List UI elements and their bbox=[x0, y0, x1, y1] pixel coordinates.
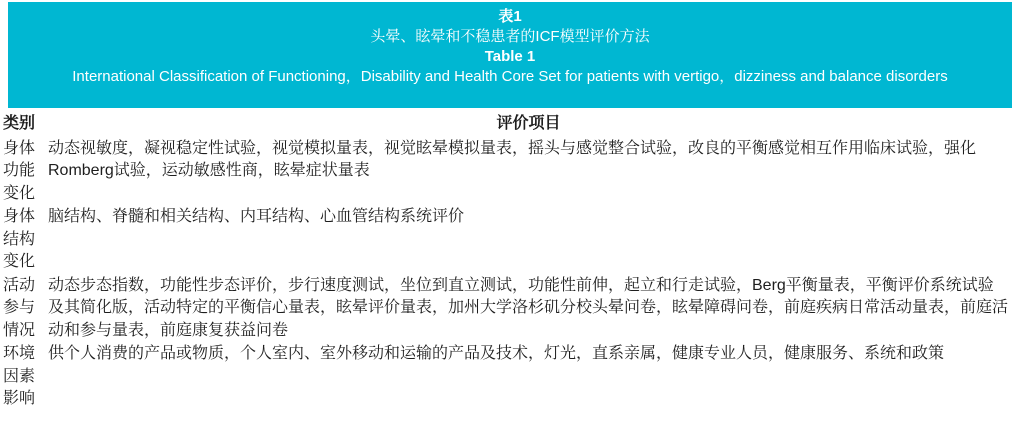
row-items: 动态视敏度，凝视稳定性试验，视觉模拟量表，视觉眩晕模拟量表，摇头与感觉整合试验，改良的平衡感觉相互作用临床试验，强化Romberg试验，运动敏感性商，眩晕症状量表 bbox=[48, 139, 977, 179]
table-row-body-structure bbox=[3, 205, 1009, 274]
row-category: 身体结构变化 bbox=[3, 208, 36, 270]
table-title-zh: 头晕、眩晕和不稳患者的ICF模型评价方法 bbox=[370, 28, 650, 45]
icf-core-set-table bbox=[3, 111, 1009, 411]
table-row-environment-factors bbox=[3, 342, 1009, 411]
row-items: 动态步态指数，功能性步态评价，步行速度测试，坐位到直立测试，功能性前伸，起立和行走试验，Berg平衡量表，平衡评价系统试验及其简化版，活动特定的平衡信心量表，眩晕评价量表，加州大学洛杉矶分校头晕问卷，眩晕障碍问卷，前庭疾病日常活动量表，前庭活动和参与量表，前庭康复获益问卷 bbox=[48, 276, 1009, 339]
row-category: 环境因素影响 bbox=[3, 345, 36, 407]
table-number-zh: 表1 bbox=[498, 8, 522, 25]
row-items: 脑结构、脊髓和相关结构、内耳结构、心血管结构系统评价 bbox=[48, 208, 465, 225]
table-row-activity-participation bbox=[3, 274, 1009, 343]
table-caption-banner bbox=[8, 2, 1012, 108]
table-title-en: International Classification of Functioning，Disability and Health Core Set for patients with vertigo，dizziness and balance disorders bbox=[72, 68, 948, 85]
row-items: 供个人消费的产品或物质，个人室内、室外移动和运输的产品及技术，灯光，直系亲属，健康专业人员，健康服务、系统和政策 bbox=[48, 345, 945, 362]
row-category: 活动参与情况 bbox=[3, 276, 36, 339]
table-number-en: Table 1 bbox=[484, 48, 536, 65]
document-page bbox=[0, 2, 1012, 431]
column-header-category: 类别 bbox=[3, 115, 36, 132]
table-header-row bbox=[3, 111, 1009, 137]
column-header-items: 评价项目 bbox=[496, 115, 561, 132]
row-category: 身体功能变化 bbox=[3, 139, 36, 202]
table-row-body-function bbox=[3, 137, 1009, 206]
